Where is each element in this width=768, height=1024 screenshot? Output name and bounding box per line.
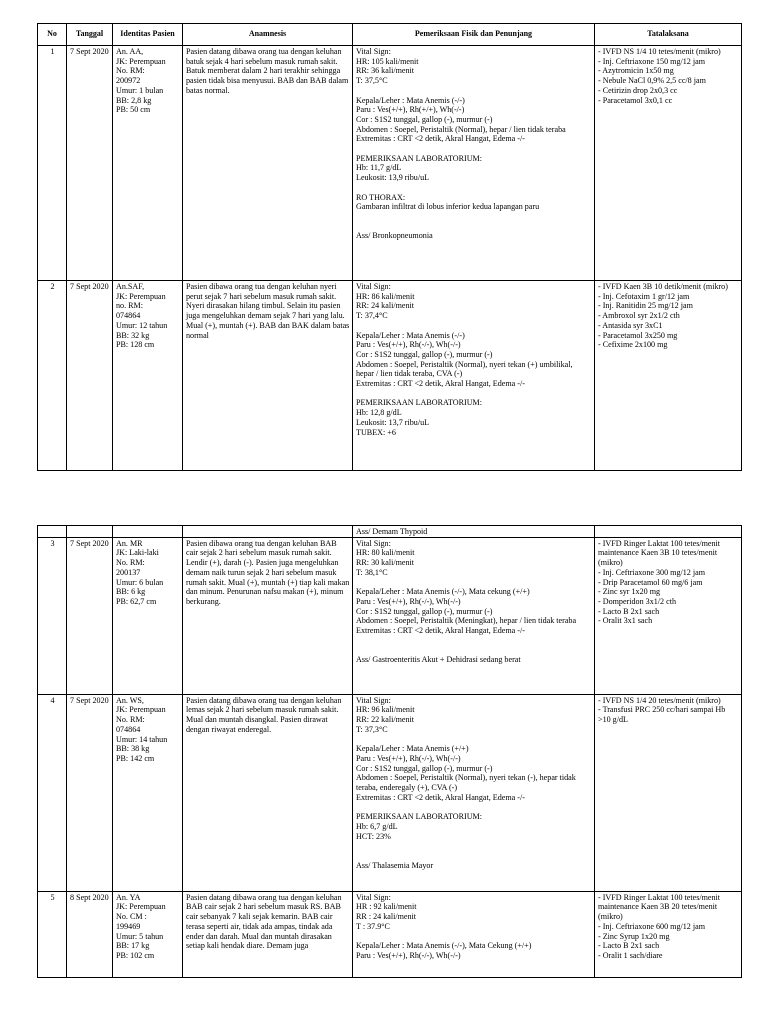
identity-line: BB: 38 kg (116, 744, 150, 754)
exam-line: Ass/ Bronkopneumonia (356, 231, 433, 241)
treatment-line: - Lacto B 2x1 sach (598, 606, 660, 616)
exam-line: HCT: 23% (356, 831, 391, 841)
identity-line: An. MR (116, 538, 143, 548)
identity-line: No. RM: (116, 715, 145, 725)
treatment-line: - Inj. Cefotaxim 1 gr/12 jam (598, 291, 690, 301)
treatment-line: - Paracetamol 3x0,1 cc (598, 95, 673, 105)
treatment-line: - Transfusi PRC 250 cc/hari sampai Hb >10 g/dL (598, 705, 728, 725)
anamnesis-text: Pasien datang dibawa orang tua dengan keluhan batuk sejak 4 hari sebelum masuk rumah sakit. Batuk memberat dalam 2 hari terakhir sehingga pasien tidak bisa menyusui. BAB dan BAB dalam batas normal. (186, 47, 351, 95)
header-no: No (38, 24, 67, 46)
treatment-line: - IVFD Ringer Laktat 100 tetes/menit maintenance Kaen 3B 10 tetes/menit (mikro) (598, 538, 723, 568)
treatment-line: - Inj. Ceftriaxone 600 mg/12 jam (598, 921, 705, 931)
cell-no (38, 891, 67, 977)
treatment-line: - Cetirizin drop 2x0,3 cc (598, 85, 678, 95)
exam-line: PEMERIKSAAN LABORATORIUM: (356, 153, 482, 163)
treatment-line: - Paracetamol 3x250 mg (598, 330, 678, 340)
treatment-line: - Zinc syr 1x20 mg (598, 587, 661, 597)
cell-identitas (113, 281, 183, 471)
exam-line (356, 735, 592, 745)
cell-anamnesis (183, 537, 353, 694)
treatment-line: - Drip Paracetamol 60 mg/6 jam (598, 577, 703, 587)
identity-line: BB: 17 kg (116, 941, 150, 951)
cell-anamnesis (183, 891, 353, 977)
exam-line: T: 37,5°C (356, 76, 388, 86)
identity-line: BB: 32 kg (116, 330, 150, 340)
exam-line (356, 578, 592, 588)
table-row (38, 281, 742, 471)
treatment-line: - Inj. Ranitidin 25 mg/12 jam (598, 301, 693, 311)
treatment-line: - Oralit 1 sach/diare (598, 950, 663, 960)
exam-line: Kepala/Leher : Mata Anemis (-/-) (356, 95, 465, 105)
treatment-line: - Oralit 3x1 sach (598, 616, 653, 626)
exam-line: Vital Sign: (356, 282, 391, 291)
cell-tanggal (67, 281, 113, 471)
exam-line: RR: 24 kali/menit (356, 301, 415, 311)
cell-pemeriksaan (353, 281, 595, 471)
cell-identitas (113, 46, 183, 281)
cell-no (38, 537, 67, 694)
cell-no (38, 46, 67, 281)
anamnesis-text: Pasien datang dibawa orang tua dengan keluhan BAB cair sejak 2 hari sebelum masuk RS. BAB cair sebanyak 7 kali sejak kemarin. BAB cair terasa seperti air, tidak ada ampas, tindak ada ender dan darah. Mual dan muntah dirasakan setiap kali hendak diare. Demam juga (186, 892, 344, 951)
identity-line: Umur: 5 tahun (116, 931, 164, 941)
exam-line: Paru : Ves(+/+), Rh(-/-), Wh(-/-) (356, 753, 461, 763)
exam-line: Paru : Ves(+/+), Rh(-/-), Wh(-/-) (356, 340, 461, 350)
row-number: 5 (50, 892, 55, 902)
table-row (38, 694, 742, 891)
exam-line: HR : 92 kali/menit (356, 902, 417, 912)
treatment-line: - Ambroxol syr 2x1/2 cth (598, 311, 680, 321)
cell-pemeriksaan (353, 537, 595, 694)
identity-line: PB: 62,7 cm (116, 596, 157, 606)
exam-line: Kepala/Leher : Mata Anemis (-/-), Mata Cekung (+/+) (356, 941, 532, 951)
treatment-line: - Azytromicin 1x50 mg (598, 66, 674, 76)
exam-line: Extremitas : CRT <2 detik, Akral Hangat, Edema -/- (356, 626, 525, 636)
cell-anamnesis (183, 281, 353, 471)
cell-tanggal (67, 891, 113, 977)
identity-line: 074864 (116, 724, 141, 734)
row-date: 8 Sept 2020 (70, 892, 109, 902)
treatment-line: - IVFD NS 1/4 10 tetes/menit (mikro) (598, 47, 721, 56)
cell-tanggal (67, 537, 113, 694)
exam-line: Cor : S1S2 tunggal, gallop (-), murmur (-) (356, 606, 493, 616)
identity-line: JK: Perempuan (116, 902, 166, 912)
treatment-line: - Zinc Syrup 1x20 mg (598, 931, 670, 941)
treatment-line: - Cefixime 2x100 mg (598, 340, 668, 350)
exam-line: T: 37,4°C (356, 311, 388, 321)
treatment-line: - Domperidon 3x1/2 cth (598, 596, 677, 606)
identity-line: No. RM: (116, 558, 145, 568)
identity-line: BB: 6 kg (116, 587, 146, 597)
header-anamnesis: Anamnesis (183, 24, 353, 46)
exam-line: T : 37.9°C (356, 921, 390, 931)
identity-line: JK: Perempuan (116, 56, 166, 66)
table-row (38, 891, 742, 977)
identity-line: PB: 50 cm (116, 105, 151, 115)
identity-line: PB: 142 cm (116, 753, 155, 763)
exam-line (356, 389, 592, 399)
cell-no (38, 694, 67, 891)
exam-line: RR : 24 kali/menit (356, 912, 417, 922)
exam-line: Vital Sign: (356, 47, 391, 56)
spillover-assessment: Ass/ Demam Thypoid (353, 526, 595, 538)
identity-line: Umur: 1 bulan (116, 85, 164, 95)
exam-line (356, 645, 592, 655)
identity-line: PB: 128 cm (116, 340, 155, 350)
exam-line: RR: 30 kali/menit (356, 558, 415, 568)
exam-line: PEMERIKSAAN LABORATORIUM: (356, 812, 482, 822)
identity-line: JK: Perempuan (116, 291, 166, 301)
exam-line: Paru : Ves(+/+), Rh(+/+), Wh(-/-) (356, 105, 465, 115)
exam-line: Extremitas : CRT <2 detik, Akral Hangat, Edema -/- (356, 792, 525, 802)
exam-line (356, 222, 592, 232)
row-date: 7 Sept 2020 (70, 282, 109, 291)
exam-line: Cor : S1S2 tunggal, gallop (-), murmur (-) (356, 114, 493, 124)
exam-line: RO THORAX: (356, 192, 406, 202)
cell-tatalaksana (595, 281, 742, 471)
exam-line: Leukosit: 13,7 ribu/uL (356, 417, 430, 427)
cell-tatalaksana (595, 537, 742, 694)
treatment-line: - Lacto B 2x1 sach (598, 941, 660, 951)
exam-line: RR: 22 kali/menit (356, 715, 415, 725)
cell-identitas (113, 694, 183, 891)
exam-line (356, 802, 592, 812)
exam-line (356, 183, 592, 193)
exam-line: Paru : Ves(+/+), Rh(-/-), Wh(-/-) (356, 596, 461, 606)
exam-line: Cor : S1S2 tunggal, gallop (-), murmur (-) (356, 763, 493, 773)
cell-anamnesis (183, 46, 353, 281)
treatment-line: - IVFD NS 1/4 20 tetes/menit (mikro) (598, 695, 721, 705)
row-date: 7 Sept 2020 (70, 538, 109, 548)
header-tanggal: Tanggal (67, 24, 113, 46)
identity-line: An. YA (116, 892, 141, 902)
exam-line: Abdomen : Soepel, Peristaltik (Normal), hepar / lien tidak teraba (356, 124, 566, 134)
table-row (38, 46, 742, 281)
exam-line: HR: 96 kali/menit (356, 705, 415, 715)
treatment-line: - Inj. Ceftriaxone 300 mg/12 jam (598, 567, 705, 577)
treatment-line: - Antasida syr 3xC1 (598, 320, 663, 330)
treatment-line: - IVFD Kaen 3B 10 detik/menit (mikro) (598, 282, 728, 291)
exam-line: HR: 105 kali/menit (356, 56, 419, 66)
exam-line: Kepala/Leher : Mata Anemis (-/-) (356, 330, 465, 340)
cell-tatalaksana (595, 891, 742, 977)
anamnesis-text: Pasien dibawa orang tua dengan keluhan nyeri perut sejak 7 hari sebelum masuk rumah sakit. Nyeri dirasakan hilang timbul. Selain itu pasien juga mengeluhkan demam sejak 7 hari yang lalu. Mual (+), muntah (+). BAB dan BAK dalam batas normal (186, 282, 352, 340)
row-date: 7 Sept 2020 (70, 47, 109, 56)
exam-line (356, 851, 592, 861)
exam-line (356, 932, 592, 942)
header-identitas: Identitas Pasien (113, 24, 183, 46)
exam-line: TUBEX: +6 (356, 427, 396, 437)
exam-line: Hb: 12,8 g/dL (356, 408, 402, 418)
exam-line: T: 38,1°C (356, 567, 388, 577)
identity-line: 200137 (116, 567, 141, 577)
anamnesis-text: Pasien dibawa orang tua dengan keluhan BAB cair sejak 2 hari sebelum masuk rumah sakit. Lendir (+), darah (-). Pasien juga mengeluhkan demam naik turun sejak 2 hari sebelum masuk rumah sakit. Mual (+), muntah (+) tiap kali makan dan minum. Penurunan nafsu makan (+), minum berkurang. (186, 538, 352, 606)
identity-line: An. WS, (116, 695, 144, 705)
exam-line: Kepala/Leher : Mata Anemis (+/+) (356, 744, 469, 754)
identity-line: JK: Laki-laki (116, 548, 159, 558)
exam-line: Extremitas : CRT <2 detik, Akral Hangat, Edema -/- (356, 379, 525, 389)
identity-line: PB: 102 cm (116, 950, 155, 960)
cell-pemeriksaan (353, 694, 595, 891)
anamnesis-text: Pasien datang dibawa orang tua dengan keluhan lemas sejak 2 hari sebelum masuk rumah sakit. Mual dan muntah disangkal. Pasien dirawat dengan riwayat enderegal. (186, 695, 344, 734)
exam-line: Abdomen : Soepel, Peristaltik (Normal), nyeri tekan (-), hepar tidak teraba, enderegaly (+), CVA (-) (356, 773, 578, 793)
exam-line (356, 86, 592, 96)
exam-line: Vital Sign: (356, 695, 391, 705)
medical-record-table-top (37, 23, 742, 471)
identity-line: 200972 (116, 76, 141, 86)
exam-line (356, 636, 592, 646)
exam-line: HR: 86 kali/menit (356, 291, 415, 301)
identity-line: 199469 (116, 921, 141, 931)
exam-line (356, 841, 592, 851)
exam-line (356, 144, 592, 154)
table-header-row (38, 24, 742, 46)
exam-line (356, 212, 592, 222)
cell-pemeriksaan (353, 46, 595, 281)
exam-line: Abdomen : Soepel, Peristaltik (Normal), nyeri tekan (+) umbilikal, hepar / lien tidak teraba, CVA (-) (356, 359, 575, 379)
exam-line: PEMERIKSAAN LABORATORIUM: (356, 398, 482, 408)
identity-line: Umur: 14 tahun (116, 734, 168, 744)
cell-no (38, 281, 67, 471)
exam-line: Abdomen : Soepel, Peristaltik (Meningkat), hepar / lien tidak teraba (356, 616, 577, 626)
cell-tanggal (67, 46, 113, 281)
identity-line: no. RM: (116, 301, 143, 311)
cell-anamnesis (183, 694, 353, 891)
exam-line: Leukosit: 13,9 ribu/uL (356, 173, 430, 183)
treatment-line: - IVFD Ringer Laktat 100 tetes/menit maintenance Kaen 3B 20 tetes/menit (mikro) (598, 892, 723, 922)
exam-line: Vital Sign: (356, 538, 391, 548)
cell-tatalaksana (595, 694, 742, 891)
identity-line: Umur: 6 bulan (116, 577, 164, 587)
row-number: 4 (50, 695, 55, 705)
identity-line: JK: Perempuan (116, 705, 166, 715)
row-date: 7 Sept 2020 (70, 695, 109, 705)
identity-line: An.SAF, (116, 282, 145, 291)
exam-line: Hb: 11,7 g/dL (356, 163, 402, 173)
cell-identitas (113, 891, 183, 977)
exam-line: T: 37,3°C (356, 724, 388, 734)
exam-line: Ass/ Gastroenteritis Akut + Dehidrasi sedang berat (356, 655, 521, 665)
row-number: 2 (50, 282, 55, 291)
exam-line: Gambaran infiltrat di lobus inferior kedua lapangan paru (356, 202, 540, 212)
identity-line: 074864 (116, 311, 141, 321)
cell-tanggal (67, 694, 113, 891)
row-number: 3 (50, 538, 55, 548)
spillover-row (38, 526, 742, 538)
table-row (38, 537, 742, 694)
identity-line: BB: 2,8 kg (116, 95, 152, 105)
exam-line: Hb: 6,7 g/dL (356, 821, 398, 831)
exam-line: Paru : Ves(+/+), Rh(-/-), Wh(-/-) (356, 950, 461, 960)
cell-pemeriksaan (353, 891, 595, 977)
identity-line: No. CM : (116, 912, 147, 922)
exam-line: Vital Sign: (356, 892, 391, 902)
medical-record-table-bottom (37, 525, 742, 978)
cell-tatalaksana (595, 46, 742, 281)
exam-line: Kepala/Leher : Mata Anemis (-/-), Mata cekung (+/+) (356, 587, 530, 597)
exam-line: Cor : S1S2 tunggal, gallop (-), murmur (-) (356, 349, 493, 359)
header-pemeriksaan: Pemeriksaan Fisik dan Penunjang (353, 24, 595, 46)
exam-line: Ass/ Thalasemia Mayor (356, 860, 434, 870)
identity-line: No. RM: (116, 66, 145, 76)
exam-line: HR: 80 kali/menit (356, 548, 415, 558)
header-tatalaksana: Tatalaksana (595, 24, 742, 46)
treatment-line: - Nebule NaCl 0,9% 2,5 cc/8 jam (598, 76, 706, 86)
identity-line: Umur: 12 tahun (116, 320, 168, 330)
exam-line: Extremitas : CRT <2 detik, Akral Hangat, Edema -/- (356, 134, 525, 144)
exam-line: RR: 36 kali/menit (356, 66, 415, 76)
row-number: 1 (50, 47, 55, 56)
identity-line: An. AA, (116, 47, 144, 56)
treatment-line: - Inj. Ceftriaxone 150 mg/12 jam (598, 56, 705, 66)
cell-identitas (113, 537, 183, 694)
exam-line (356, 321, 592, 331)
